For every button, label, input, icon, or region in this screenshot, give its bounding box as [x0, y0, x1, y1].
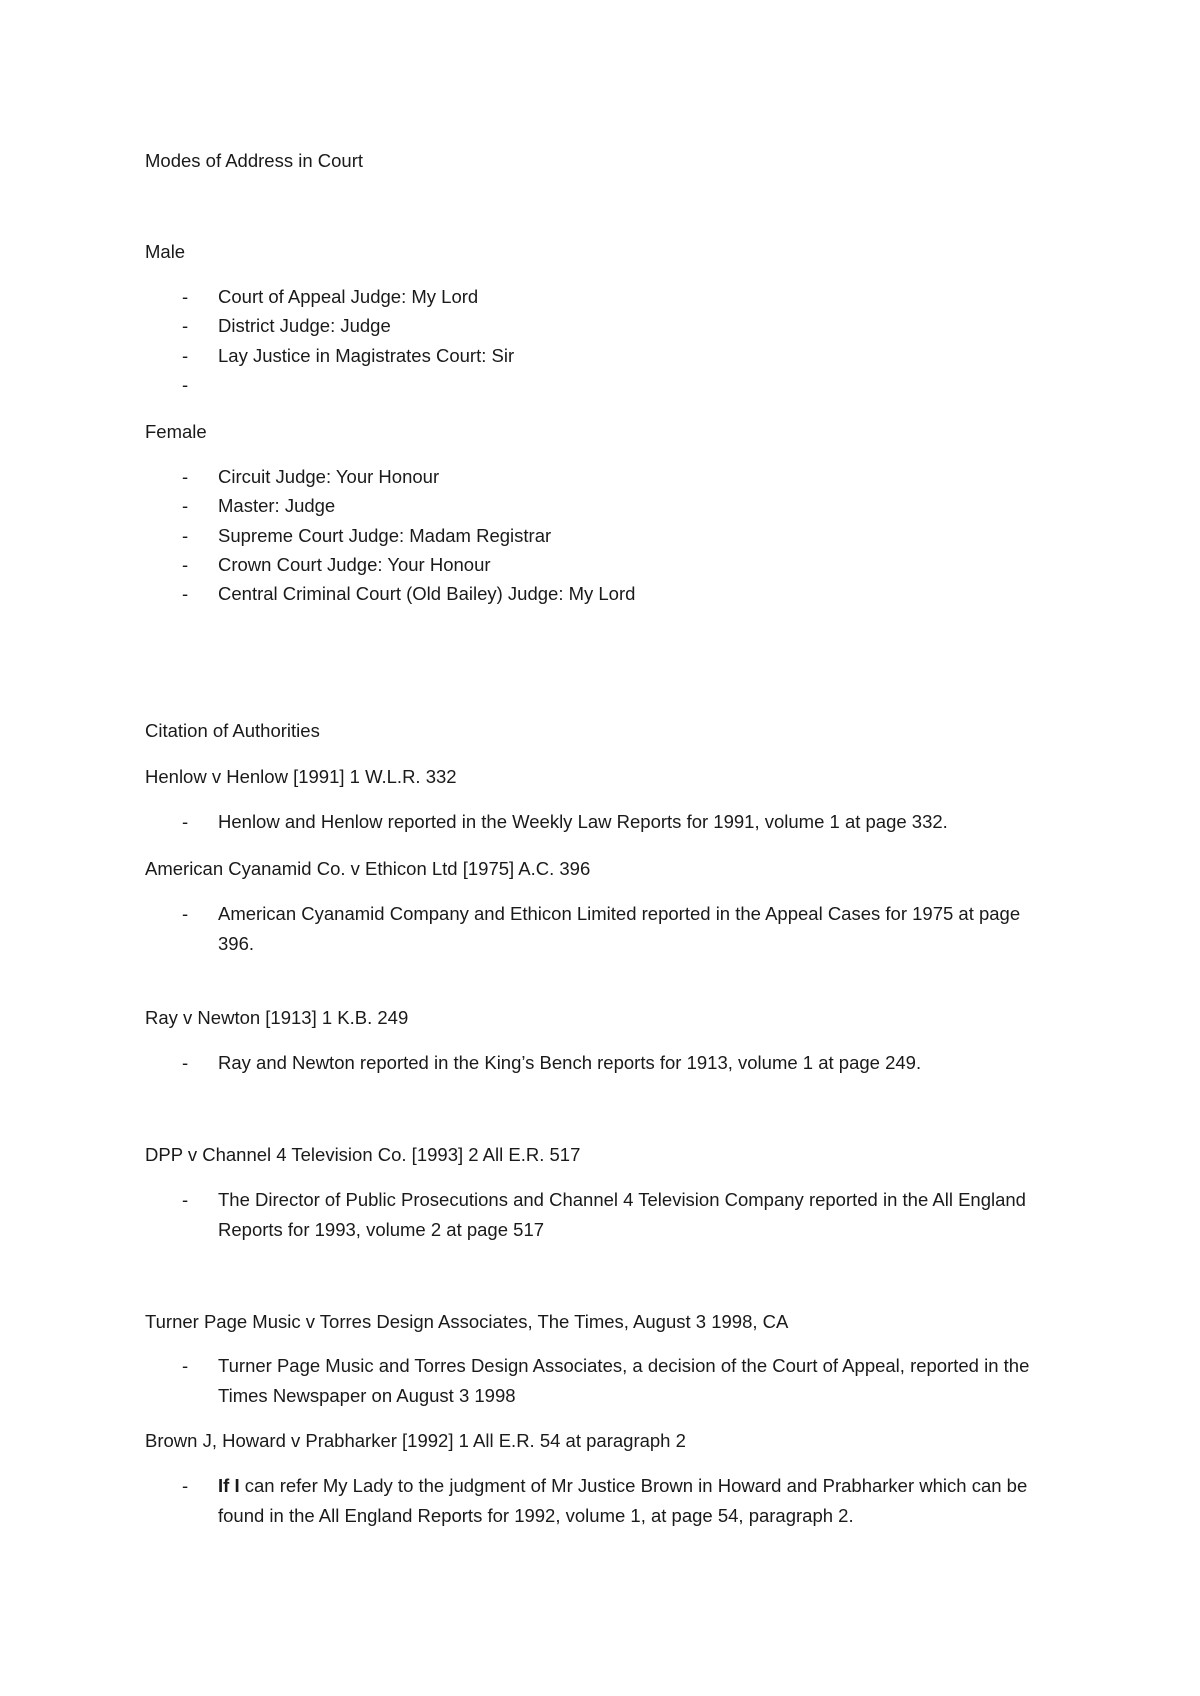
list-bullet: -	[182, 495, 189, 516]
case-explanation: Henlow and Henlow reported in the Weekly Law Reports for 1991, volume 1 at page 332.	[218, 811, 948, 832]
list-item: Central Criminal Court (Old Bailey) Judge: My Lord	[218, 583, 636, 604]
list-bullet: -	[182, 1475, 189, 1496]
list-bullet: -	[182, 345, 189, 366]
case-explanation: Turner Page Music and Torres Design Associates, a decision of the Court of Appeal, reported in the Times Newspaper on August 3 1998	[218, 1355, 1030, 1406]
case-explanation: Ray and Newton reported in the King’s Bench reports for 1913, volume 1 at page 249.	[218, 1052, 922, 1073]
document-title: Modes of Address in Court	[145, 150, 363, 171]
list-bullet: -	[182, 903, 189, 924]
list-item: Crown Court Judge: Your Honour	[218, 554, 491, 575]
list-item: Court of Appeal Judge: My Lord	[218, 286, 479, 307]
list-bullet: -	[182, 374, 189, 395]
list-item: District Judge: Judge	[218, 315, 391, 336]
case-explanation: The Director of Public Prosecutions and Channel 4 Television Company reported in the All England Reports for 1993, volume 2 at page 517	[218, 1189, 1026, 1240]
list-item: Supreme Court Judge: Madam Registrar	[218, 525, 552, 546]
female-heading: Female	[145, 421, 207, 442]
case-citation: Ray v Newton [1913] 1 K.B. 249	[145, 1007, 409, 1028]
emphasis-text: If I	[218, 1475, 240, 1496]
case-citation: Henlow v Henlow [1991] 1 W.L.R. 332	[145, 766, 457, 787]
list-bullet: -	[182, 1052, 189, 1073]
list-bullet: -	[182, 811, 189, 832]
case-citation: American Cyanamid Co. v Ethicon Ltd [1975] A.C. 396	[145, 858, 591, 879]
list-item: Lay Justice in Magistrates Court: Sir	[218, 345, 515, 366]
list-bullet: -	[182, 1189, 189, 1210]
list-bullet: -	[182, 315, 189, 336]
explanation-text: can refer My Lady to the judgment of Mr Justice Brown in Howard and Prabharker which can be found in the All England Reports for 1992, volume 1, at page 54, paragraph 2.	[218, 1475, 1028, 1526]
case-explanation	[218, 1471, 1058, 1530]
list-item: Master: Judge	[218, 495, 336, 516]
case-explanation: American Cyanamid Company and Ethicon Limited reported in the Appeal Cases for 1975 at page 396.	[218, 903, 1021, 954]
case-citation: DPP v Channel 4 Television Co. [1993] 2 All E.R. 517	[145, 1144, 581, 1165]
list-bullet: -	[182, 1355, 189, 1376]
case-citation: Brown J, Howard v Prabharker [1992] 1 All E.R. 54 at paragraph 2	[145, 1430, 686, 1451]
male-heading: Male	[145, 241, 186, 262]
list-bullet: -	[182, 286, 189, 307]
list-bullet: -	[182, 525, 189, 546]
list-bullet: -	[182, 466, 189, 487]
citations-heading: Citation of Authorities	[145, 720, 320, 741]
list-item: Circuit Judge: Your Honour	[218, 466, 440, 487]
list-bullet: -	[182, 583, 189, 604]
list-bullet: -	[182, 554, 189, 575]
case-citation: Turner Page Music v Torres Design Associates, The Times, August 3 1998, CA	[145, 1311, 789, 1332]
